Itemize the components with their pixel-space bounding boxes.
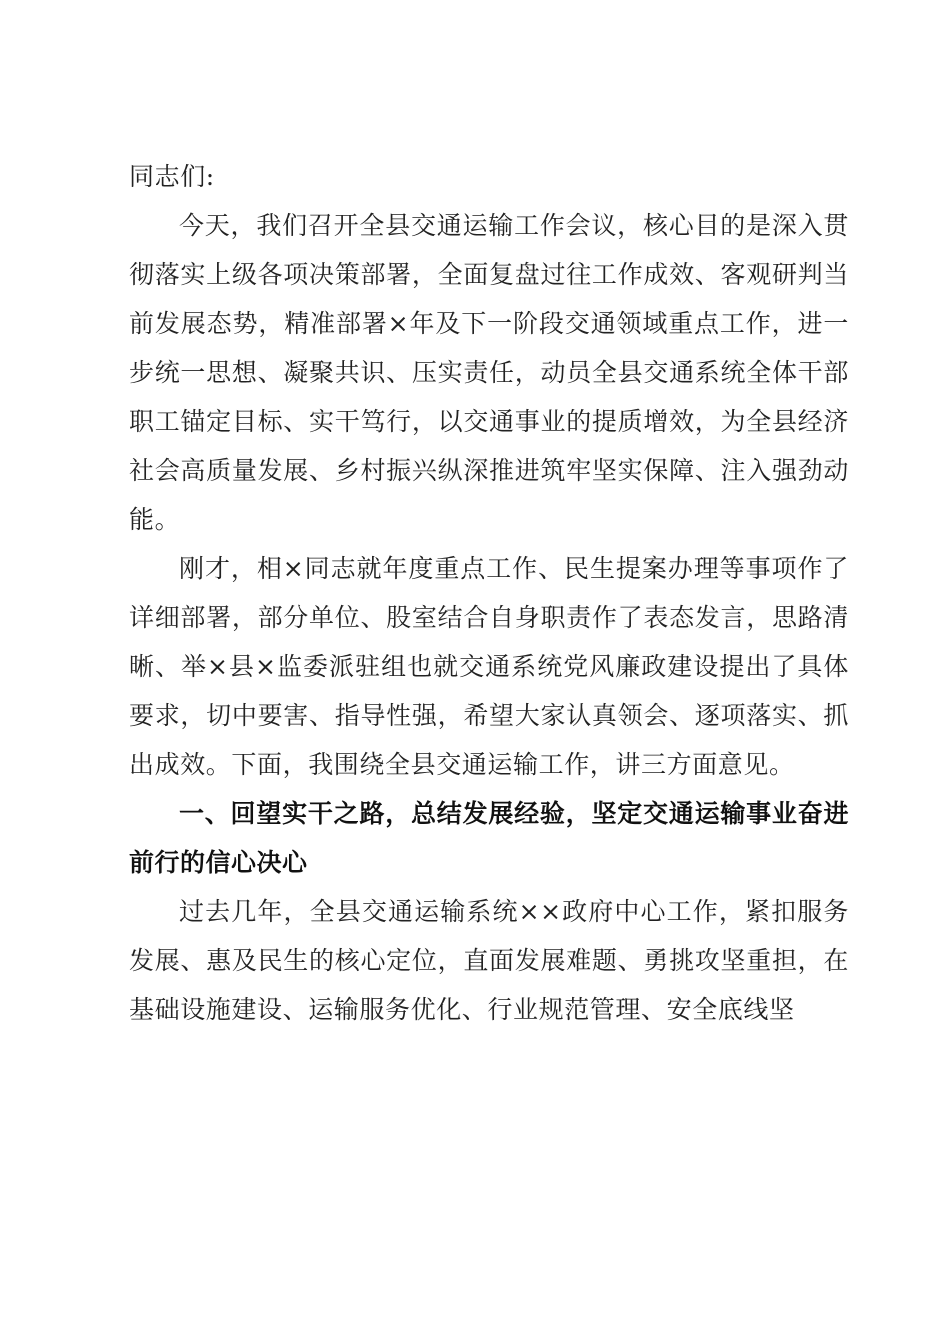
section-heading: 一、回望实干之路，总结发展经验，坚定交通运输事业奋进前行的信心决心 [129,799,849,877]
paragraph-opening: 今天，我们召开全县交通运输工作会议，核心目的是深入贯彻落实上级各项决策部署，全面复盘过往工作成效、客观研判当前发展态势，精准部署×年及下一阶段交通领域重点工作，进一步统一思想、凝聚共识、压实责任，动员全县交通系统全体干部职工锚定目标、实干笃行，以交通事业的提质增效，为全县经济社会高质量发展、乡村振兴纵深推进筑牢坚实保障、注入强劲动能。 [129,211,849,534]
salutation: 同志们: [129,162,215,191]
paragraph-summary: 刚才，相×同志就年度重点工作、民生提案办理等事项作了详细部署，部分单位、股室结合自身职责作了表态发言，思路清晰、举×县×监委派驻组也就交通系统党风廉政建设提出了具体要求，切中要害、指导性强，希望大家认真领会、逐项落实、抓出成效。下面，我围绕全县交通运输工作，讲三方面意见。 [129,554,849,779]
section-paragraph: 过去几年，全县交通运输系统××政府中心工作，紧扣服务发展、惠及民生的核心定位，直面发展难题、勇挑攻坚重担，在基础设施建设、运输服务优化、行业规范管理、安全底线坚 [129,897,849,1024]
document-body [129,152,849,1034]
